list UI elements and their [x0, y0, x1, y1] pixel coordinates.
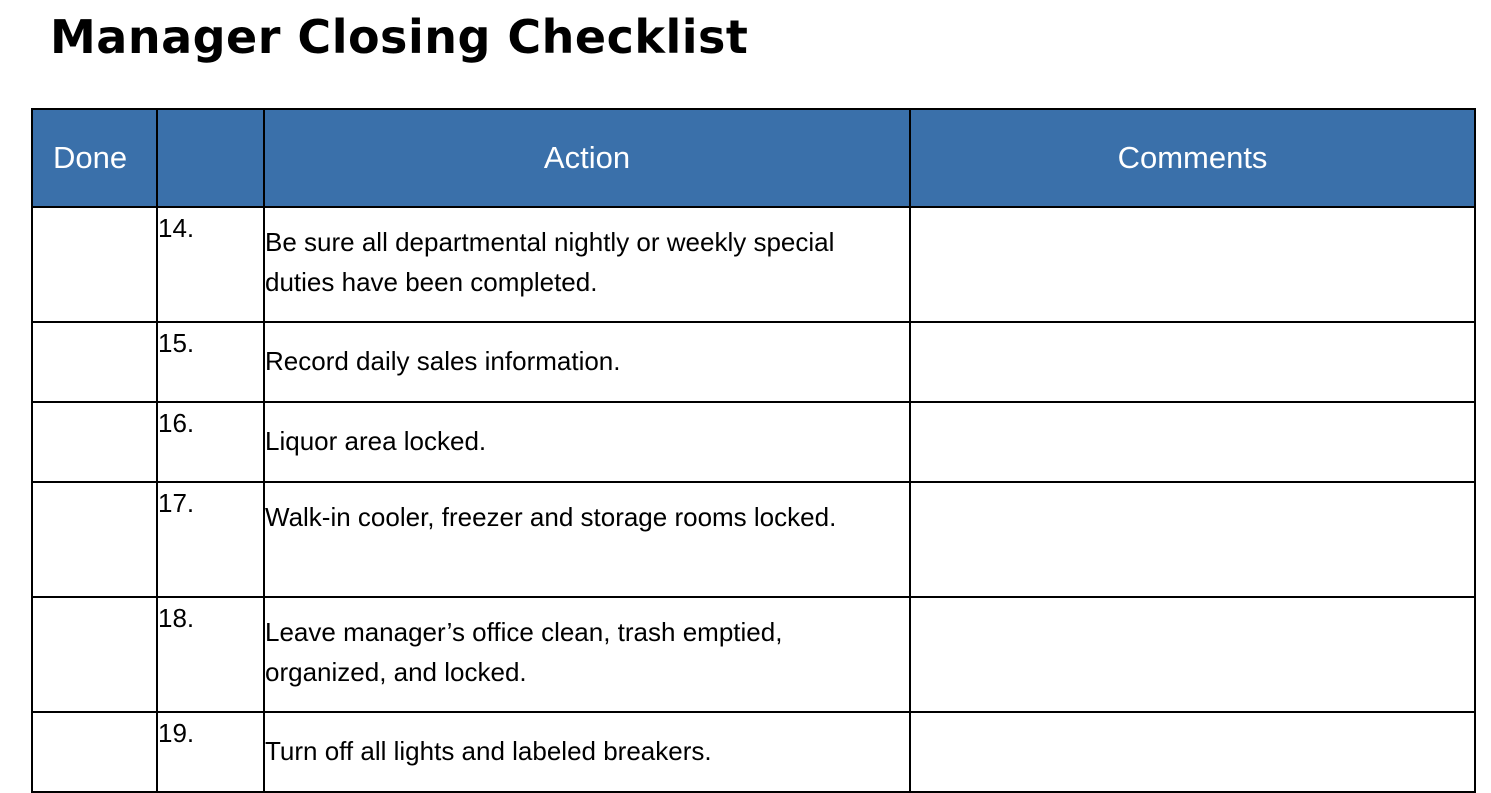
header-action: Action [264, 109, 910, 207]
done-cell[interactable] [32, 322, 157, 402]
item-number: 16. [157, 402, 264, 482]
action-text: Walk-in cooler, freezer and storage rooms locked. [264, 482, 910, 597]
comments-cell[interactable] [910, 322, 1475, 402]
action-text: Leave manager’s office clean, trash emptied, organized, and locked. [264, 597, 910, 712]
done-cell[interactable] [32, 402, 157, 482]
item-number: 18. [157, 597, 264, 712]
comments-cell[interactable] [910, 482, 1475, 597]
table-row [32, 482, 1475, 597]
comments-cell[interactable] [910, 207, 1475, 322]
table-row [32, 712, 1475, 792]
done-cell[interactable] [32, 597, 157, 712]
action-text: Record daily sales information. [264, 322, 910, 402]
done-cell[interactable] [32, 207, 157, 322]
table-row [32, 322, 1475, 402]
item-number: 15. [157, 322, 264, 402]
header-comments: Comments [910, 109, 1475, 207]
action-text: Be sure all departmental nightly or weekly special duties have been completed. [264, 207, 910, 322]
comments-cell[interactable] [910, 402, 1475, 482]
table-row [32, 207, 1475, 322]
header-number [157, 109, 264, 207]
header-row [32, 109, 1475, 207]
table-row [32, 402, 1475, 482]
action-text: Turn off all lights and labeled breakers. [264, 712, 910, 792]
page-title: Manager Closing Checklist [50, 10, 749, 64]
item-number: 14. [157, 207, 264, 322]
header-done: Done [32, 109, 157, 207]
done-cell[interactable] [32, 712, 157, 792]
table-row [32, 597, 1475, 712]
comments-cell[interactable] [910, 597, 1475, 712]
checklist-table [31, 108, 1476, 793]
done-cell[interactable] [32, 482, 157, 597]
comments-cell[interactable] [910, 712, 1475, 792]
action-text: Liquor area locked. [264, 402, 910, 482]
item-number: 19. [157, 712, 264, 792]
item-number: 17. [157, 482, 264, 597]
